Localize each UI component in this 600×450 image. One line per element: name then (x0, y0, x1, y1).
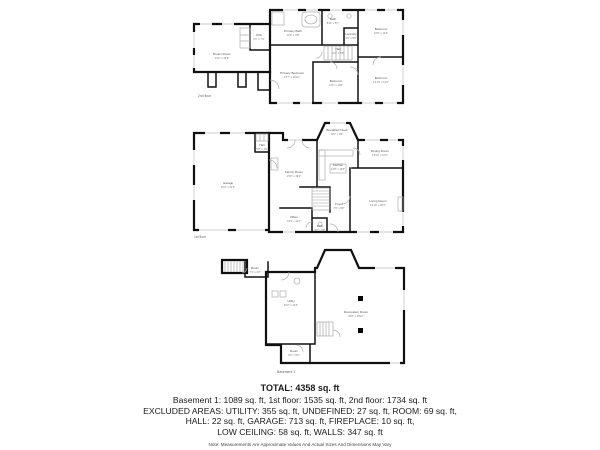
room-dims: 13'6" x 9'8" (286, 34, 300, 37)
room-label: Office (289, 215, 299, 219)
room-dims: 10'9" x 11'2" (286, 220, 302, 223)
room-dims: 24'2" x 15'9" (214, 57, 230, 60)
room-label: Utility (287, 299, 295, 303)
room-dims: 13'10" x 20'2" (370, 204, 386, 207)
room-dims: 13'2" x 9'6" (330, 133, 344, 136)
floor-areas-text: Basement 1: 1089 sq. ft, 1st floor: 1535 sq. ft, 2nd floor: 1734 sq. ft (172, 395, 428, 405)
room-dims: 26'8" x 28'10" (348, 315, 364, 318)
room-label: Bath (329, 17, 337, 21)
plan-basement (222, 250, 404, 374)
room-dims: 13'4" x 5'8" (331, 52, 345, 55)
room-label: Room (250, 266, 260, 270)
room-label: Living Room (369, 199, 387, 203)
room-dims: 7'4" x 4'8" (249, 271, 261, 274)
room-label: Primary Bath (284, 29, 302, 33)
room-dims: 11'6" x 11'8" (329, 84, 343, 87)
area-summary (0, 383, 600, 450)
room-label: WIC (255, 33, 263, 37)
utility-fixtures-icon (242, 268, 340, 352)
room-dims: 4'6" x 5'8" (314, 229, 326, 232)
room-dims: 14'8" x 13'6" (330, 168, 346, 171)
total-area-text: TOTAL: 4358 sq. ft (260, 383, 340, 393)
room-dims: 15'2" x 23'4" (283, 304, 299, 307)
room-label: Bedroom (374, 27, 388, 31)
room-label: Kitchen (332, 163, 344, 167)
room-dims: 6'2" x 3'9" (256, 148, 268, 151)
room-dims: 6'1" x 7'4" (253, 38, 265, 41)
room-label: Family Room (284, 170, 304, 174)
room-dims: 3'0" x 5'6" (345, 37, 357, 40)
room-dims: 13'10" x 12'4" (372, 154, 388, 157)
room-dims: 15'7" x 16'10" (284, 76, 300, 79)
support-post-icon (358, 296, 363, 301)
floor-label-basement: Basement 1 (277, 370, 296, 374)
room-label: Primary Bedroom (279, 71, 305, 75)
room-label: Breakfast Nook (326, 128, 348, 132)
room-dims: 22'4" x 31'2" (220, 186, 236, 189)
room-dims: 15'6" x 19'4" (286, 175, 302, 178)
room-label: Bedroom (329, 79, 343, 83)
room-label: Hall (335, 47, 341, 51)
room-label: Bath (316, 224, 324, 228)
room-label: Garage (222, 181, 234, 185)
room-label: Bonus Room (213, 52, 231, 56)
room-label: Bedroom (374, 76, 388, 80)
room-dims: 8'2" x 5'6" (288, 354, 300, 357)
room-label: Dining Room (371, 149, 389, 153)
room-label: Laundry (345, 32, 357, 36)
room-label: Room (289, 349, 299, 353)
support-post-icon (358, 328, 363, 333)
excluded-areas-text: HALL: 22 sq. ft, GARAGE: 713 sq. ft, FIREPLACE: 10 sq. ft, (185, 416, 415, 427)
plan-1st-floor (194, 123, 403, 239)
excluded-areas-text: EXCLUDED AREAS: UTILITY: 355 sq. ft, UNDEFINED: 27 sq. ft, ROOM: 69 sq. ft, (143, 405, 457, 416)
disclaimer-note: Note: Measurements Are Approximate Values And Actual Sizes And Dimensions May Vary (208, 442, 392, 448)
stairs-1st (312, 188, 330, 210)
floor-label-2nd: 2nd floor (198, 94, 212, 98)
room-dims: 13'10" x 14'2" (373, 81, 389, 84)
room-label: Foyer (335, 202, 343, 206)
excluded-areas-text: LOW CEILING: 58 sq. ft, WALLS: 347 sq. ft (217, 426, 383, 437)
room-dims: 8'11" x 5'7" (326, 22, 340, 25)
room-dims: 7'6" x 9'8" (333, 207, 345, 210)
plan-2nd-floor (194, 10, 403, 103)
window-marks-basement (375, 268, 404, 363)
room-label: Hall (259, 143, 265, 147)
room-label: Recreation Room (343, 310, 369, 314)
floor-label-1st: 1st floor (194, 235, 207, 239)
room-dims: 16'0" x 12'6" (373, 32, 389, 35)
